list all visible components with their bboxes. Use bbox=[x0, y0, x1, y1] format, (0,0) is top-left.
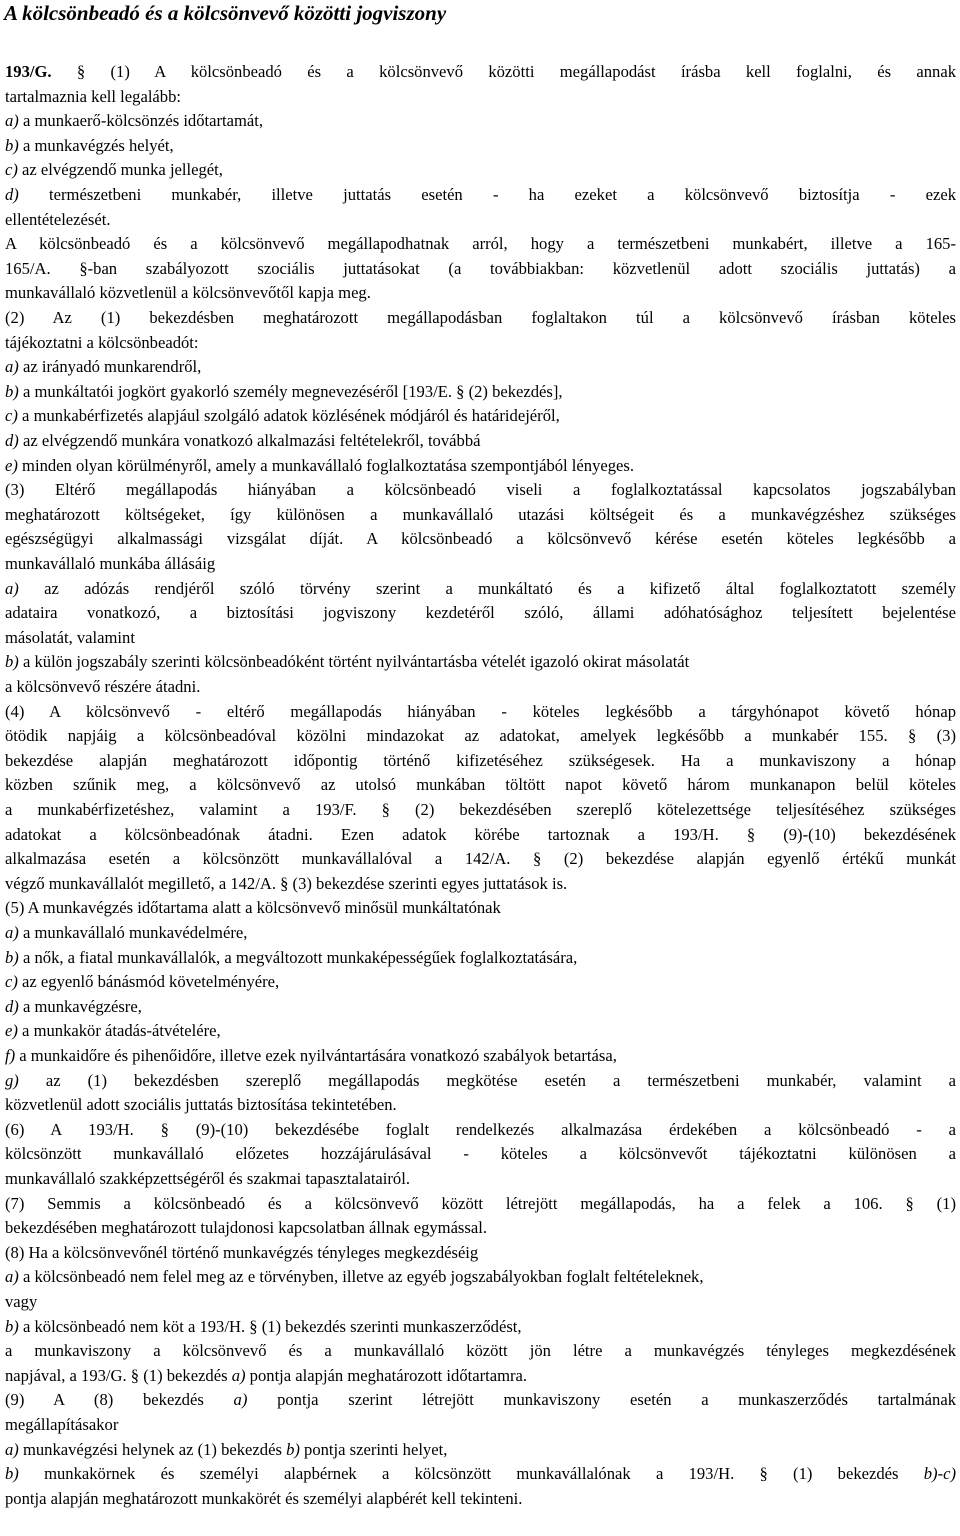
text-line bbox=[5, 208, 956, 233]
text-line bbox=[5, 331, 956, 356]
list-marker: d) bbox=[5, 185, 19, 204]
text-line bbox=[5, 429, 956, 454]
text-segment: az elvégzendő munkára vonatkozó alkalmazási feltételekről, továbbá bbox=[18, 431, 481, 450]
text-line bbox=[5, 626, 956, 651]
text-line bbox=[5, 700, 956, 725]
text-segment: pontja alapján meghatározott időtartamra. bbox=[245, 1365, 528, 1385]
text-segment: adataira vonatkozó, a biztosítási jogviszony kezdetéről szóló, állami adóhatósághoz teljesített bejelentése bbox=[5, 603, 956, 623]
text-segment: egészségügyi alkalmassági vizsgálat díját. A kölcsönbeadó a kölcsönvevő kérése esetén köteles legkésőbb a bbox=[5, 529, 956, 549]
text-segment: 165/A. §-ban szabályozott szociális juttatásokat (a továbbiakban: közvetlenül adott szociális juttatás) a bbox=[5, 258, 956, 278]
text-line bbox=[5, 675, 956, 700]
text-segment: természetbeni munkabér, illetve juttatás esetén - ha ezeket a kölcsönvevő biztosítja - ezek bbox=[18, 185, 956, 204]
text-segment: (9) A (8) bekezdés bbox=[5, 1390, 234, 1410]
text-line bbox=[5, 306, 956, 331]
section-number: 193/G. bbox=[5, 62, 52, 81]
text-line bbox=[5, 1118, 956, 1143]
text-segment: § (1) A kölcsönbeadó és a kölcsönvevő közötti megállapodást írásba kell foglalni, és annak bbox=[51, 62, 956, 81]
text-segment: bekezdése alapján meghatározott időpontig történő kifizetéséhez szükségesek. Ha a munkaviszony a hónap bbox=[5, 750, 956, 770]
text-line bbox=[5, 1019, 956, 1044]
text-line bbox=[5, 773, 956, 798]
text-segment: a munkavégzés helyét, bbox=[18, 135, 174, 155]
list-marker: b) bbox=[5, 1464, 19, 1484]
text-line bbox=[5, 281, 956, 306]
text-line bbox=[5, 257, 956, 282]
list-marker: a) bbox=[5, 357, 19, 377]
text-segment: közvetlenül adott szociális juttatás biztosítása tekintetében. bbox=[5, 1095, 397, 1115]
list-marker: e) bbox=[5, 455, 18, 475]
text-line bbox=[5, 454, 956, 479]
text-segment: munkavégzési helynek az (1) bekezdés bbox=[18, 1439, 287, 1459]
list-marker: a) bbox=[5, 1439, 19, 1459]
text-segment: a munkavégzésre, bbox=[18, 996, 142, 1016]
text-segment: meghatározott költségeket, így különösen a munkavállaló utazási költségeit és a munkavégzéshez szükséges bbox=[5, 504, 956, 524]
text-line bbox=[5, 355, 956, 380]
text-segment: a kölcsönvevő részére átadni. bbox=[5, 677, 201, 696]
text-line bbox=[5, 1388, 956, 1413]
text-segment: közben szűnik meg, a kölcsönvevő az utolsó munkában töltött napot követő három munkanapon belül köteles bbox=[5, 775, 956, 795]
text-line bbox=[5, 1167, 956, 1192]
list-marker: b)-c) bbox=[923, 1464, 956, 1484]
text-line bbox=[5, 1438, 956, 1463]
text-segment: minden olyan körülményről, amely a munkavállaló foglalkoztatása szempontjából lényeges. bbox=[17, 455, 634, 475]
list-marker: b) bbox=[5, 135, 19, 155]
text-line bbox=[5, 1413, 956, 1438]
text-segment: pontja szerinti helyet, bbox=[299, 1439, 448, 1459]
list-marker: c) bbox=[5, 406, 18, 426]
text-segment: bekezdésében meghatározott tulajdonosi kapcsolatban állnak egymással. bbox=[5, 1218, 487, 1238]
list-marker: a) bbox=[233, 1390, 248, 1410]
text-segment: tájékoztatni a kölcsönbeadót: bbox=[5, 332, 199, 352]
list-marker: b) bbox=[5, 947, 19, 967]
text-segment: alkalmazása esetén a kölcsönzött munkavállalóval a 142/A. § (2) bekezdése alapján egyenlő értékű munkát bbox=[5, 849, 956, 869]
text-segment: (8) Ha a kölcsönvevőnél történő munkavégzés tényleges megkezdéséig bbox=[5, 1242, 479, 1262]
text-line bbox=[5, 896, 956, 921]
text-segment: végző munkavállalót megillető, a 142/A. § (3) bekezdése szerinti egyes juttatások is. bbox=[5, 873, 568, 893]
list-marker: d) bbox=[5, 996, 19, 1016]
text-line bbox=[5, 970, 956, 995]
text-segment: megállapításakor bbox=[5, 1415, 119, 1434]
text-line bbox=[5, 995, 956, 1020]
text-line bbox=[5, 1339, 956, 1364]
text-line bbox=[5, 60, 956, 85]
list-marker: b) bbox=[5, 381, 19, 401]
text-line bbox=[5, 724, 956, 749]
list-marker: a) bbox=[5, 1267, 19, 1287]
text-segment: az (1) bekezdésben szereplő megállapodás megkötése esetén a természetbeni munkabér, valamint a bbox=[18, 1070, 956, 1090]
text-line bbox=[5, 1487, 956, 1512]
text-segment: másolatát, valamint bbox=[5, 627, 135, 647]
text-line bbox=[5, 232, 956, 257]
text-line bbox=[5, 823, 956, 848]
list-marker: b) bbox=[286, 1439, 300, 1459]
text-line bbox=[5, 1265, 956, 1290]
text-segment: A kölcsönbeadó és a kölcsönvevő megállapodhatnak arról, hogy a természetbeni munkabért, illetve a 165- bbox=[5, 234, 956, 254]
text-segment: adatokat a kölcsönbeadónak átadni. Ezen adatok körébe tartoznak a 193/H. § (9)-(10) bekezdésének bbox=[5, 824, 956, 844]
text-segment: az egyenlő bánásmód követelményére, bbox=[17, 972, 280, 992]
text-segment: a nők, a fiatal munkavállalók, a megváltozott munkaképességűek foglalkoztatására, bbox=[18, 947, 578, 967]
text-segment: a munkaerő-kölcsönzés időtartamát, bbox=[18, 111, 264, 131]
text-line bbox=[5, 946, 956, 971]
text-segment: pontja alapján meghatározott munkakörét és személyi alapbérét kell tekinteni. bbox=[5, 1488, 523, 1508]
text-line bbox=[5, 921, 956, 946]
list-marker: a) bbox=[5, 923, 19, 942]
text-segment: munkavállaló szakképzettségéről és szakmai tapasztalatairól. bbox=[5, 1169, 410, 1188]
text-segment: az irányadó munkarendről, bbox=[18, 357, 202, 377]
list-marker: a) bbox=[5, 111, 19, 131]
text-line bbox=[5, 847, 956, 872]
text-line bbox=[5, 109, 956, 134]
text-segment: a munkabérfizetés alapjául szolgáló adatok közlésének módjáról és határidejéről, bbox=[17, 406, 560, 426]
text-segment: a munkaidőre és pihenőidőre, illetve ezek nyilvántartására vonatkozó szabályok betartása, bbox=[15, 1046, 617, 1065]
text-line bbox=[5, 1462, 956, 1487]
text-segment: a munkakör átadás-átvételére, bbox=[17, 1021, 221, 1041]
text-line bbox=[5, 1192, 956, 1217]
text-line bbox=[5, 601, 956, 626]
text-line bbox=[5, 134, 956, 159]
text-line bbox=[5, 183, 956, 208]
text-segment: az elvégzendő munka jellegét, bbox=[17, 160, 223, 180]
text-segment: a munkaviszony a kölcsönvevő és a munkavállaló között jön létre a munkavégzés tényleges megkezdésének bbox=[5, 1341, 956, 1361]
text-line bbox=[5, 85, 956, 110]
list-marker: f) bbox=[5, 1046, 16, 1065]
text-line bbox=[5, 158, 956, 183]
text-segment: (3) Eltérő megállapodás hiányában a kölcsönbeadó viseli a foglalkoztatással kapcsolatos jogszabályban bbox=[5, 480, 956, 500]
text-segment: pontja szerint létrejött munkaviszony esetén a munkaszerződés tartalmának bbox=[247, 1390, 956, 1410]
text-line bbox=[5, 872, 956, 897]
text-segment: munkakörnek és személyi alapbérnek a kölcsönzött munkavállalónak a 193/H. § (1) bekezdés bbox=[18, 1464, 924, 1484]
text-line bbox=[5, 404, 956, 429]
text-line bbox=[5, 380, 956, 405]
text-line bbox=[5, 552, 956, 577]
document-title: A kölcsönbeadó és a kölcsönvevő közötti jogviszony bbox=[4, 1, 447, 25]
list-marker: c) bbox=[5, 160, 18, 180]
text-line bbox=[5, 1044, 956, 1069]
text-line bbox=[5, 577, 956, 602]
text-segment: a munkáltatói jogkört gyakorló személy megnevezéséről [193/E. § (2) bekezdés], bbox=[18, 381, 563, 401]
text-segment: a kölcsönbeadó nem köt a 193/H. § (1) bekezdés szerinti munkaszerződést, bbox=[18, 1316, 522, 1336]
text-segment: (2) Az (1) bekezdésben meghatározott megállapodásban foglaltakon túl a kölcsönvevő írásban köteles bbox=[5, 308, 956, 327]
text-segment: (4) A kölcsönvevő - eltérő megállapodás hiányában - köteles legkésőbb a tárgyhónapot követő hónap bbox=[5, 701, 956, 721]
text-segment: munkavállaló közvetlenül a kölcsönvevőtől kapja meg. bbox=[5, 283, 371, 303]
text-line bbox=[5, 749, 956, 774]
list-marker: d) bbox=[5, 431, 19, 450]
text-line bbox=[5, 1142, 956, 1167]
list-marker: e) bbox=[5, 1021, 18, 1041]
text-segment: a munkabérfizetéshez, valamint a 193/F. § (2) bekezdésében szereplő kötelezettsége teljesítéséhez szükséges bbox=[5, 800, 956, 819]
text-segment: a kölcsönbeadó nem felel meg az e törvényben, illetve az egyéb jogszabályokban foglalt feltételeknek, bbox=[18, 1267, 704, 1287]
text-segment: kölcsönzött munkavállaló előzetes hozzájárulásával - köteles a kölcsönvevőt tájékoztatni különösen a bbox=[5, 1144, 956, 1164]
text-segment: (5) A munkavégzés időtartama alatt a kölcsönvevő minősül munkáltatónak bbox=[5, 898, 501, 918]
text-line bbox=[5, 1364, 956, 1389]
text-segment: ötödik napjáig a kölcsönbeadóval közölni mindazokat az adatokat, amelyek legkésőbb a munkabér 155. § (3) bbox=[5, 726, 956, 746]
text-line bbox=[5, 503, 956, 528]
text-line bbox=[5, 1290, 956, 1315]
list-marker: c) bbox=[5, 972, 18, 992]
text-line bbox=[5, 1216, 956, 1241]
text-line bbox=[5, 527, 956, 552]
list-marker: b) bbox=[5, 652, 19, 672]
text-segment: munkavállaló munkába állásáig bbox=[5, 554, 216, 573]
text-segment: tartalmaznia kell legalább: bbox=[5, 86, 181, 106]
text-segment: (7) Semmis a kölcsönbeadó és a kölcsönvevő között létrejött megállapodás, ha a felek a 106. § (1) bbox=[5, 1193, 956, 1213]
text-line bbox=[5, 1315, 956, 1340]
text-segment: a munkavállaló munkavédelmére, bbox=[18, 923, 248, 942]
text-segment: az adózás rendjéről szóló törvény szerint a munkáltató és a kifizető által foglalkoztatott személy bbox=[18, 578, 956, 598]
text-line bbox=[5, 1069, 956, 1094]
text-segment: vagy bbox=[5, 1292, 38, 1311]
list-marker: a) bbox=[231, 1365, 246, 1385]
list-marker: g) bbox=[5, 1070, 19, 1090]
text-segment: napjával, a 193/G. § (1) bekezdés bbox=[5, 1365, 232, 1385]
list-marker: b) bbox=[5, 1316, 19, 1336]
text-line bbox=[5, 650, 956, 675]
text-segment: a külön jogszabály szerinti kölcsönbeadóként történt nyilvántartásba vételét igazoló okirat másolatát bbox=[18, 652, 690, 672]
text-line bbox=[5, 478, 956, 503]
list-marker: a) bbox=[5, 578, 19, 598]
text-line bbox=[5, 1241, 956, 1266]
text-segment: (6) A 193/H. § (9)-(10) bekezdésébe foglalt rendelkezés alkalmazása érdekében a kölcsönbeadó - a bbox=[5, 1119, 956, 1139]
text-line bbox=[5, 1093, 956, 1118]
text-line bbox=[5, 798, 956, 823]
text-segment: ellentételezését. bbox=[5, 209, 111, 229]
